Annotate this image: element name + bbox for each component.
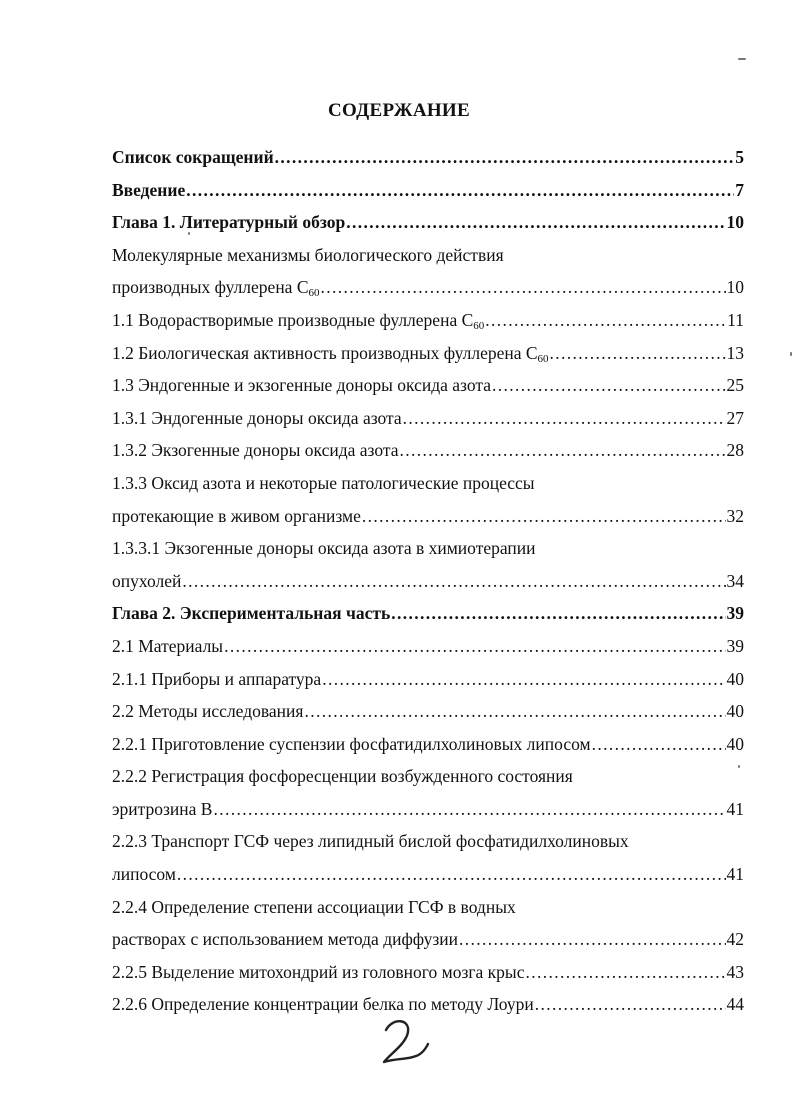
dot-leader: [525, 956, 725, 989]
subscript: 60: [537, 352, 549, 365]
dot-leader: [322, 663, 725, 696]
toc-entry-title: 2.1.1 Приборы и аппаратура: [112, 668, 322, 689]
toc-page-number: 28: [726, 440, 744, 461]
toc-entry: [112, 728, 744, 761]
toc-page-number: 13: [726, 342, 744, 363]
toc-entry-title: Список сокращений: [112, 147, 274, 167]
dot-leader: [399, 434, 725, 467]
toc-entry-title: 1.3.3.1 Экзогенные доноры оксида азота в химиотерапии: [112, 538, 536, 559]
toc-entry: [112, 206, 744, 239]
toc-entry: [112, 858, 744, 891]
dot-leader: [485, 304, 726, 337]
dot-leader: [492, 369, 726, 402]
toc-entry: [112, 760, 744, 793]
toc-entry-title: 1.1 Водорастворимые производные фуллерена $C_{60}$: [112, 309, 485, 332]
toc-entry: [112, 239, 744, 272]
toc-entry: [112, 141, 744, 174]
toc-page-number: 34: [726, 570, 744, 591]
toc-entry: [112, 956, 744, 989]
toc-entry-title: 2.2.3 Транспорт ГСФ через липидный бислой фосфатидилхолиновых: [112, 831, 629, 852]
dot-leader: [186, 174, 734, 207]
dot-leader: [362, 500, 726, 533]
toc-entry: [112, 467, 744, 500]
toc-entry-title: 2.2.1 Приготовление суспензии фосфатидилхолиновых липосом: [112, 733, 591, 754]
handwritten-page-number: [376, 1014, 436, 1070]
toc-entry-title: 2.2.4 Определение степени ассоциации ГСФ в водных: [112, 896, 516, 917]
toc-page-number: 25: [726, 375, 744, 396]
dot-leader: [182, 565, 725, 598]
toc-entry-title: липосом: [112, 864, 176, 885]
toc-page-number: 39: [726, 635, 744, 656]
page-title: СОДЕРЖАНИЕ: [328, 100, 470, 121]
dot-leader: [275, 141, 735, 174]
toc-entry-title: 2.2.6 Определение концентрации белка по методу Лоури: [112, 994, 534, 1015]
toc-entry: [112, 174, 744, 207]
toc-entry: [112, 337, 744, 370]
toc-entry-title: растворах с использованием метода диффузии: [112, 929, 459, 950]
dot-leader: [535, 988, 726, 1021]
scan-speck: [790, 352, 792, 356]
toc-entry: [112, 565, 744, 598]
table-of-contents: [112, 141, 744, 1021]
toc-entry: [112, 304, 744, 337]
scan-speck: [738, 765, 740, 768]
toc-entry-title: опухолей: [112, 570, 182, 591]
toc-entry-title: Молекулярные механизмы биологического действия: [112, 244, 504, 265]
toc-entry-title: 2.2 Методы исследования: [112, 701, 304, 722]
toc-entry: [112, 891, 744, 924]
dot-leader: [403, 402, 726, 435]
dot-leader: [177, 858, 726, 891]
subscript: 60: [473, 319, 485, 332]
dot-leader: [224, 630, 725, 663]
toc-entry: [112, 663, 744, 696]
toc-page-number: 43: [726, 961, 744, 982]
toc-entry-title: 2.2.2 Регистрация фосфоресценции возбужденного состояния: [112, 766, 573, 787]
toc-page-number: 42: [726, 929, 744, 950]
toc-entry: [112, 793, 744, 826]
toc-entry-title: 1.2 Биологическая активность производных фуллерена $C_{60}$: [112, 342, 549, 365]
toc-entry-title: производных фуллерена $C_{60}$: [112, 277, 320, 300]
scan-speck: [738, 58, 746, 60]
toc-entry-title: протекающие в живом организме: [112, 505, 361, 526]
dot-leader: [592, 728, 726, 761]
toc-page-number: 11: [727, 309, 744, 330]
toc-page-number: 32: [726, 505, 744, 526]
toc-entry: [112, 597, 744, 630]
dot-leader: [304, 695, 725, 728]
toc-entry-title: 1.3.2 Экзогенные доноры оксида азота: [112, 440, 399, 461]
toc-entry: [112, 271, 744, 304]
toc-entry-title: эритрозина B: [112, 798, 213, 819]
toc-entry: [112, 695, 744, 728]
dot-leader: [321, 271, 726, 304]
toc-entry: [112, 434, 744, 467]
toc-entry-title: Глава 2. Экспериментальная часть: [112, 603, 391, 624]
toc-page-number: 44: [726, 994, 744, 1015]
toc-entry-title: 1.3.1 Эндогенные доноры оксида азота: [112, 407, 402, 428]
toc-page-number: 10: [726, 212, 744, 233]
toc-entry: [112, 402, 744, 435]
toc-entry-title: 1.3.3 Оксид азота и некоторые патологические процессы: [112, 472, 535, 493]
toc-page-number: 27: [726, 407, 744, 428]
dot-leader: [550, 337, 726, 370]
toc-page-number: 40: [726, 701, 744, 722]
toc-entry-title: 2.1 Материалы: [112, 635, 224, 656]
toc-entry-title: Глава 1. Литературный обзор: [112, 212, 346, 233]
toc-entry: [112, 532, 744, 565]
subscript: 60: [308, 287, 320, 300]
toc-page-number: 40: [726, 668, 744, 689]
toc-page-number: 7: [735, 179, 744, 200]
toc-entry: [112, 630, 744, 663]
toc-page-number: 41: [726, 864, 744, 885]
toc-page-number: 39: [726, 603, 744, 624]
toc-page-number: 41: [726, 798, 744, 819]
toc-entry-title: 1.3 Эндогенные и экзогенные доноры оксида азота: [112, 375, 491, 396]
toc-entry: [112, 923, 744, 956]
dot-leader: [459, 923, 725, 956]
dot-leader: [346, 206, 725, 239]
toc-entry: [112, 500, 744, 533]
toc-entry-title: 2.2.5 Выделение митохондрий из головного мозга крыс: [112, 961, 525, 982]
scan-speck: [188, 232, 190, 235]
dot-leader: [213, 793, 725, 826]
toc-entry: [112, 369, 744, 402]
toc-page-number: 5: [735, 147, 744, 167]
toc-page-number: 40: [726, 733, 744, 754]
dot-leader: [391, 597, 725, 630]
toc-entry: [112, 825, 744, 858]
toc-entry-title: Введение: [112, 179, 186, 200]
toc-page-number: 10: [726, 277, 744, 298]
